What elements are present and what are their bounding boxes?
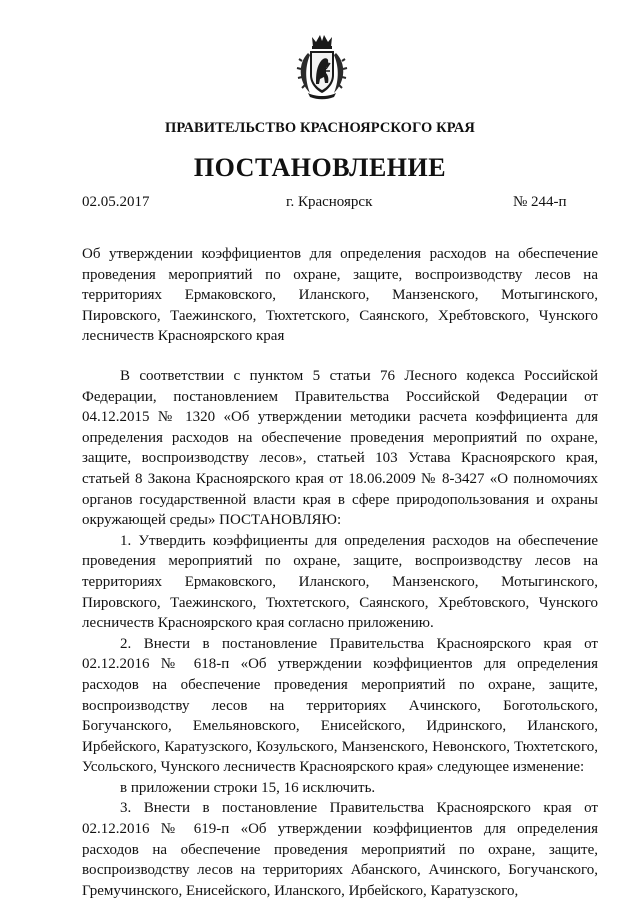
document-number: № 244-п [513,194,567,210]
document-date: 02.05.2017 [82,194,150,210]
document-type-title: ПОСТАНОВЛЕНИЕ [193,153,447,182]
document-city: г. Красноярск [286,194,373,210]
document-subject: Об утверждении коэффициентов для определения расходов на обеспечение проведения мероприятий по охране, защите, воспроизводству лесов на территориях Ермаковского, Иланского, Манзенского, Мотыгинского, Пировского, Таежинского, Тюхтетского, Саянского, Хребтовского, Чунского лесничеств Красноярского края [82,246,598,345]
clause-2-change-paragraph: в приложении строки 15, 16 исключить. [120,779,376,796]
clause-1-paragraph: 1. Утвердить коэффициенты для определения расходов на обеспечение проведения мероприятий по охране, защите, воспроизводству лесов на территориях Ермаковского, Иланского, Манзенского, Мотыгинского, Пировского, Таежинского, Тюхтетского, Саянского, Хребтовского, Чунского лесничеств Красноярского края согласно приложению. [82,532,598,632]
preamble-paragraph: В соответствии с пунктом 5 статьи 76 Лесного кодекса Российской Федерации, постановлением Правительства Российской Федерации от 04.12.2015 № 1320 «Об утверждении методики расчета коэффициента для определения расходов на обеспечение проведения мероприятий по охране, защите, воспроизводству лесов», статьей 103 Устава Красноярского края, статьей 8 Закона Красноярского края от 18.06.2009 № 8-3427 «О полномочиях органов государственной власти края в сфере природопользования и охраны окружающей среды» ПОСТАНОВЛЯЮ: [82,368,598,529]
document-body [82,366,598,901]
clause-2-paragraph: 2. Внести в постановление Правительства Красноярского края от 02.12.2016 № 618-п «Об утверждении коэффициентов для определения расходов на обеспечение проведения мероприятий по охране, защите, воспроизводству лесов на территориях Ачинского, Боготольского, Богучанского, Емельяновского, Енисейского, Идринского, Иланского, Ирбейского, Каратузского, Козульского, Манзенского, Невонского, Тюхтетского, Усольского, Чунского лесничеств Красноярского края» следующее изменение: [82,635,598,776]
clause-3-paragraph: 3. Внести в постановление Правительства Красноярского края от 02.12.2016 № 619-п «Об утверждении коэффициентов для определения расходов на обеспечение проведения мероприятий по охране, защите, воспроизводству лесов на территориях Абанского, Ачинского, Богучанского, Гремучинского, Енисейского, Иланского, Ирбейского, Каратузского, [82,800,598,899]
coat-of-arms-icon [296,33,348,101]
government-name: ПРАВИТЕЛЬСТВО КРАСНОЯРСКОГО КРАЯ [164,120,475,136]
